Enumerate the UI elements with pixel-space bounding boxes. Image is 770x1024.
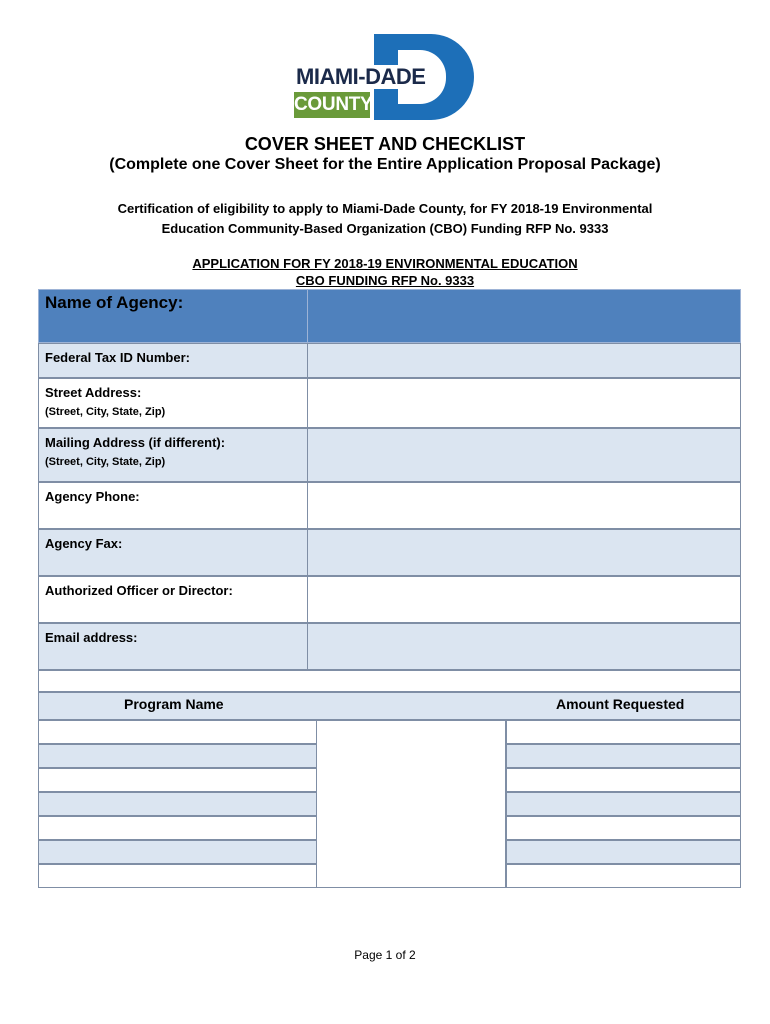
tax-id-label-cell <box>39 344 308 377</box>
amount-requested-cell-6[interactable] <box>506 840 741 864</box>
program-middle-column <box>316 720 506 888</box>
agency-phone-label-cell <box>39 483 308 528</box>
street-address-hint: (Street, City, State, Zip) <box>45 406 166 418</box>
page-number: Page 1 of 2 <box>354 948 416 962</box>
agency-phone-row <box>38 482 741 529</box>
street-address-row <box>38 378 741 428</box>
program-table-header <box>38 692 741 720</box>
amount-requested-cell-5[interactable] <box>506 816 741 840</box>
email-row <box>38 623 741 670</box>
logo-county-text: COUNTY <box>294 92 370 118</box>
email-label-cell <box>39 624 308 669</box>
page-subtitle: (Complete one Cover Sheet for the Entire Application Proposal Package) <box>109 156 661 173</box>
program-name-cell-3[interactable] <box>38 768 317 792</box>
program-name-cell-6[interactable] <box>38 840 317 864</box>
program-name-cell-1[interactable] <box>38 720 317 744</box>
agency-fax-row <box>38 529 741 576</box>
mailing-address-label-cell <box>39 429 308 481</box>
agency-phone-label: Agency Phone: <box>45 489 140 504</box>
amount-requested-header: Amount Requested <box>556 696 685 712</box>
email-label: Email address: <box>45 630 138 645</box>
certification-line-2: Education Community-Based Organization (CBO) Funding RFP No. 9333 <box>161 221 609 236</box>
page-title: COVER SHEET AND CHECKLIST <box>244 134 526 154</box>
application-line-2: CBO FUNDING RFP No. 9333 <box>295 273 475 288</box>
mailing-address-hint: (Street, City, State, Zip) <box>45 456 166 468</box>
program-name-cell-4[interactable] <box>38 792 317 816</box>
tax-id-label: Federal Tax ID Number: <box>45 350 190 365</box>
amount-requested-cell-4[interactable] <box>506 792 741 816</box>
miami-dade-county-logo <box>292 34 474 122</box>
program-name-cell-7[interactable] <box>38 864 317 888</box>
authorized-officer-row <box>38 576 741 623</box>
agency-fax-label-cell <box>39 530 308 575</box>
street-address-label: Street Address: <box>45 385 142 400</box>
agency-name-label: Name of Agency: <box>45 293 184 312</box>
street-address-label-cell <box>39 379 308 427</box>
authorized-officer-label: Authorized Officer or Director: <box>45 583 233 598</box>
agency-fax-label: Agency Fax: <box>45 536 123 551</box>
application-line-1: APPLICATION FOR FY 2018-19 ENVIRONMENTAL EDUCATION <box>192 256 578 271</box>
certification-text <box>0 199 770 239</box>
amount-requested-cell-1[interactable] <box>506 720 741 744</box>
authorized-officer-label-cell <box>39 577 308 622</box>
logo-miami-dade-text: MIAMI-DADE <box>292 65 429 89</box>
amount-requested-cell-2[interactable] <box>506 744 741 768</box>
program-name-header: Program Name <box>124 696 224 712</box>
mailing-address-label: Mailing Address (if different): <box>45 435 226 450</box>
amount-requested-cell-3[interactable] <box>506 768 741 792</box>
tax-id-row <box>38 343 741 378</box>
program-name-cell-2[interactable] <box>38 744 317 768</box>
certification-line-1: Certification of eligibility to apply to Miami-Dade County, for FY 2018-19 Environmental <box>117 201 653 216</box>
program-name-cell-5[interactable] <box>38 816 317 840</box>
agency-name-row <box>38 289 741 343</box>
mailing-address-row <box>38 428 741 482</box>
spacer-row <box>38 670 741 692</box>
application-heading <box>0 255 770 289</box>
agency-name-label-cell <box>39 290 308 342</box>
amount-requested-cell-7[interactable] <box>506 864 741 888</box>
